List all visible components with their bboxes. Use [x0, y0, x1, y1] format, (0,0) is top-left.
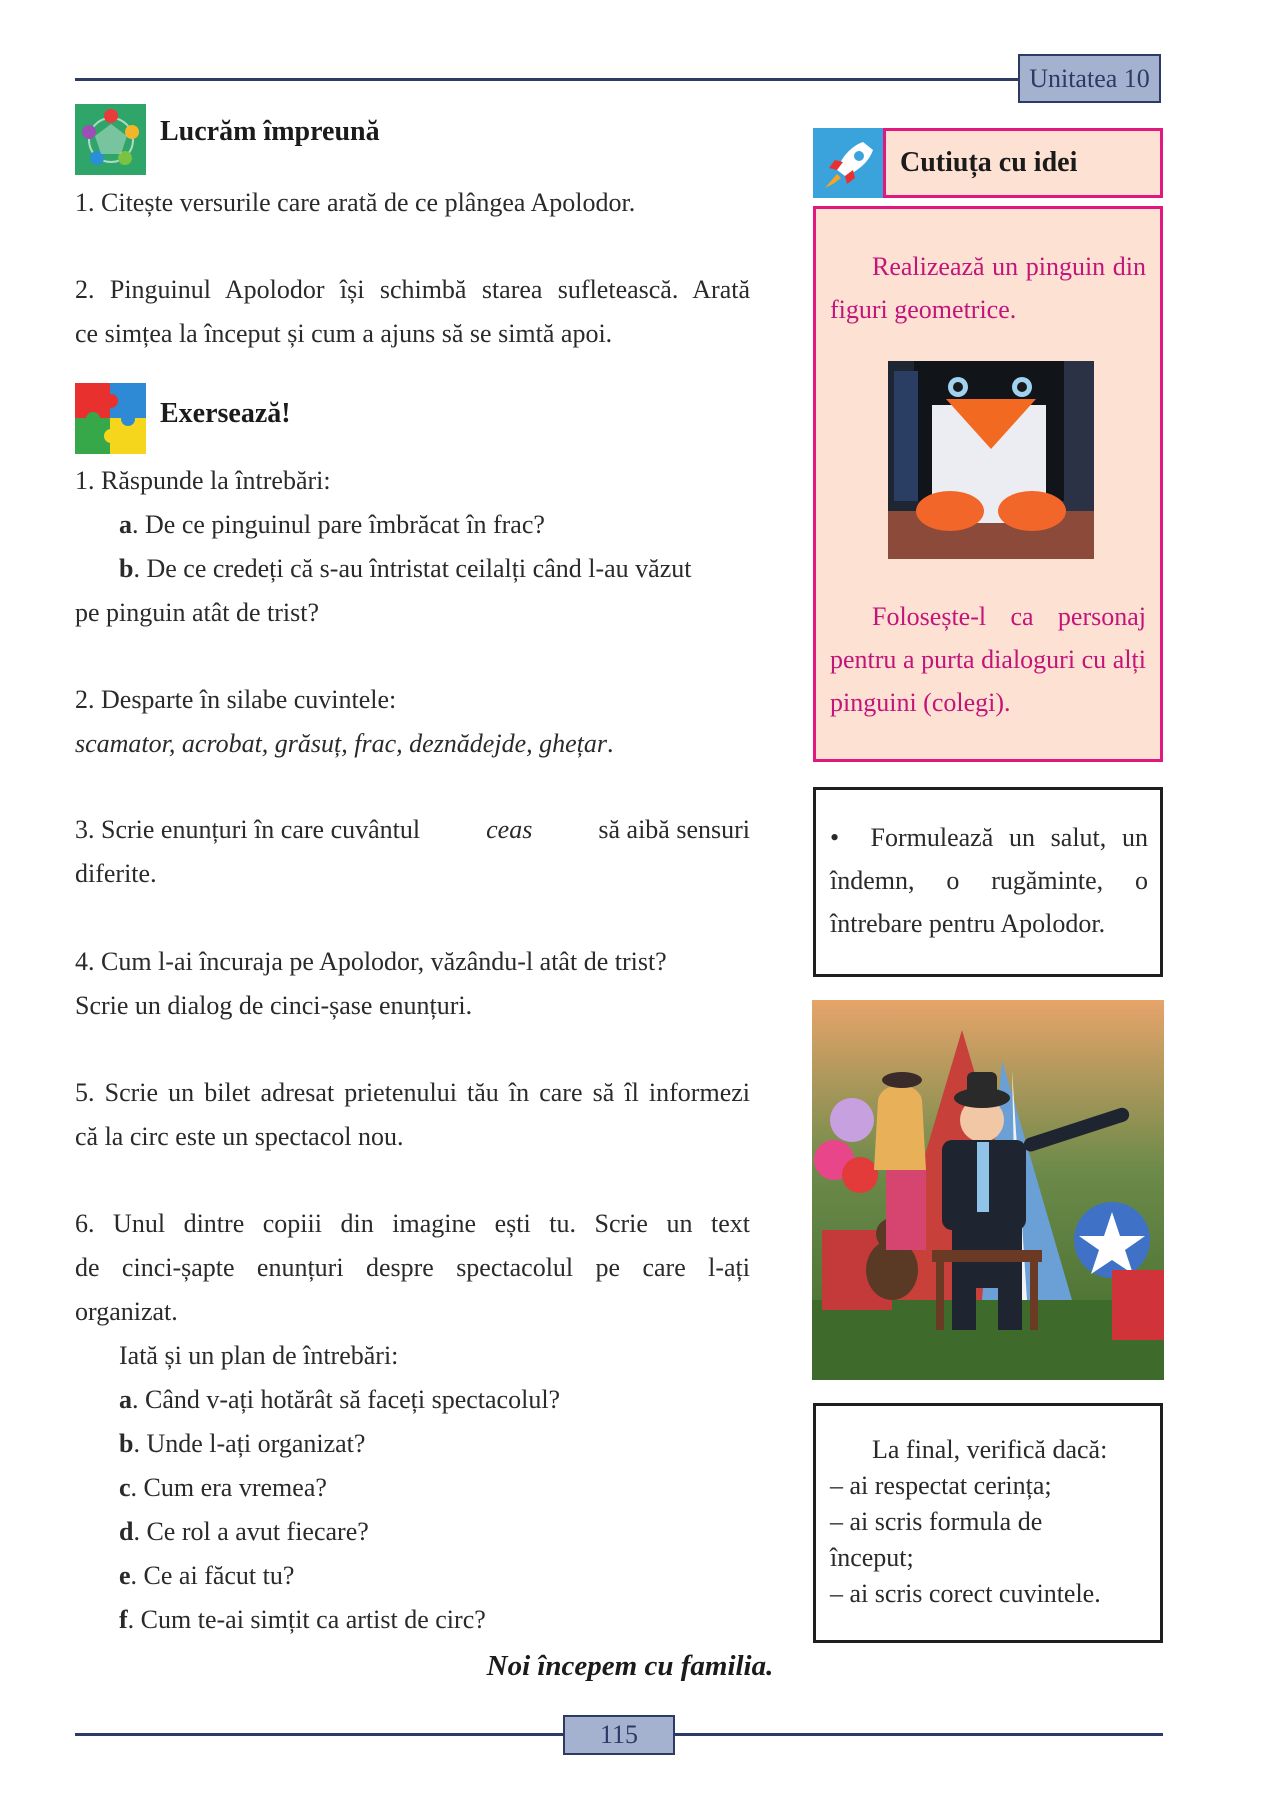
- exercise-2-words: [75, 722, 750, 766]
- item-text: . Când v-ați hotărât să faceți spectacolul?: [132, 1385, 561, 1414]
- exercise-3-pre: 3. Scrie enunțuri în care cuvântul: [75, 815, 421, 844]
- checklist-item: – ai scris corect cuvintele.: [830, 1579, 1101, 1608]
- item-letter: a: [119, 1385, 132, 1414]
- ideas-title: Cutiuța cu idei: [883, 128, 1163, 198]
- ideas-paragraph-1: Realizează un pinguin din figuri geometrice.: [830, 252, 1146, 324]
- ideas-box: [813, 206, 1163, 762]
- exercise-3-post: să aibă sensuri: [598, 815, 750, 844]
- prompt-content: Formulează un salut, un îndemn, o rugăminte, o întrebare pentru Apolodor.: [830, 823, 1148, 938]
- exercise-3-line2: diferite.: [75, 859, 157, 888]
- item-letter: f: [119, 1605, 128, 1634]
- exercise-1b: [75, 547, 794, 591]
- item-letter: b: [119, 554, 134, 583]
- prompt-box: [813, 787, 1163, 977]
- exercise-2: 2. Desparte în silabe cuvintele:: [75, 685, 397, 714]
- checklist-item: – ai respectat cerința;: [830, 1471, 1052, 1500]
- exercise-4-line2: Scrie un dialog de cinci-șase enunțuri.: [75, 991, 473, 1020]
- footer-rule-right: [673, 1733, 1163, 1736]
- item-letter: e: [119, 1561, 131, 1590]
- lucram-q1: 1. Citește versurile care arată de ce plângea Apolodor.: [75, 188, 636, 217]
- item-text: . Ce ai făcut tu?: [130, 1561, 295, 1590]
- word-list: scamator, acrobat, grăsuț, frac, deznădejde, ghețar: [75, 729, 607, 758]
- item-letter: b: [119, 1429, 134, 1458]
- exercise-5-line1: 5. Scrie un bilet adresat prietenului tău în care să îl informezi: [75, 1078, 750, 1107]
- ideas-header: [813, 128, 1163, 198]
- checklist-content: [830, 1432, 1152, 1612]
- plan-item: [75, 1598, 794, 1642]
- lucram-q2-line2: ce simțea la început și cum a ajuns să se simtă apoi.: [75, 319, 613, 348]
- exercise-6-line3: organizat.: [75, 1297, 178, 1326]
- exercise-1a: [75, 503, 794, 547]
- word-list-dot: .: [607, 729, 614, 758]
- plan-item: [75, 1378, 794, 1422]
- exercise-4-line1: 4. Cum l-ai încuraja pe Apolodor, văzându-l atât de trist?: [75, 947, 667, 976]
- bullet: •: [830, 823, 840, 852]
- plan-item: [75, 1510, 794, 1554]
- teamwork-icon: [75, 104, 146, 175]
- footer-rule-left: [75, 1733, 565, 1736]
- exercise-6-line2: de cinci-șapte enunțuri despre spectacolul pe care l-ați: [75, 1253, 750, 1282]
- plan-intro: Iată și un plan de întrebări:: [119, 1341, 399, 1370]
- rocket-icon: [813, 128, 885, 198]
- exercise-5-line2: că la circ este un spectacol nou.: [75, 1122, 404, 1151]
- section-title-exerseaza: Exersează!: [160, 398, 291, 429]
- penguin-craft-image: [888, 361, 1094, 559]
- puzzle-icon: [75, 383, 146, 454]
- plan-item: [75, 1466, 794, 1510]
- plan-item: [75, 1554, 794, 1598]
- exercise-1: 1. Răspunde la întrebări:: [75, 466, 331, 495]
- exercise-6-line1: 6. Unul dintre copiii din imagine ești tu. Scrie un text: [75, 1209, 750, 1238]
- item-text: . Ce rol a avut fiecare?: [133, 1517, 369, 1546]
- checklist-item: – ai scris formula de: [830, 1507, 1043, 1536]
- unit-badge: Unitatea 10: [1018, 54, 1161, 103]
- exercise-3-word: ceas: [486, 815, 533, 844]
- item-letter: c: [119, 1473, 131, 1502]
- ideas-paragraph-2: Folosește-l ca personaj pentru a purta dialoguri cu alți pinguini (colegi).: [830, 602, 1146, 717]
- plan-item: [75, 1422, 794, 1466]
- exercise-1b-cont: pe pinguin atât de trist?: [75, 598, 320, 627]
- item-text: . Unde l-ați organizat?: [133, 1429, 366, 1458]
- item-text: . De ce credeți că s-au întristat ceilalți când l-au văzut: [133, 554, 692, 583]
- section-title-lucram: Lucrăm împreună: [160, 116, 380, 147]
- exercise-3-line1: [75, 808, 750, 852]
- page-number: 115: [563, 1715, 675, 1755]
- item-text: . Cum era vremea?: [130, 1473, 327, 1502]
- header-rule: [75, 78, 1020, 81]
- item-letter: d: [119, 1517, 134, 1546]
- checklist-item: început;: [830, 1543, 914, 1572]
- checklist-intro: La final, verifică dacă:: [872, 1435, 1108, 1464]
- footer-motto: Noi începem cu familia.: [486, 1650, 774, 1682]
- checklist-box: [813, 1403, 1163, 1643]
- prompt-text: [830, 816, 1148, 945]
- item-text: . De ce pinguinul pare îmbrăcat în frac?: [132, 510, 545, 539]
- lucram-q2-line1: 2. Pinguinul Apolodor își schimbă starea sufletească. Arată: [75, 275, 750, 304]
- item-letter: a: [119, 510, 132, 539]
- children-circus-photo: [812, 1000, 1164, 1380]
- item-text: . Cum te-ai simțit ca artist de circ?: [127, 1605, 486, 1634]
